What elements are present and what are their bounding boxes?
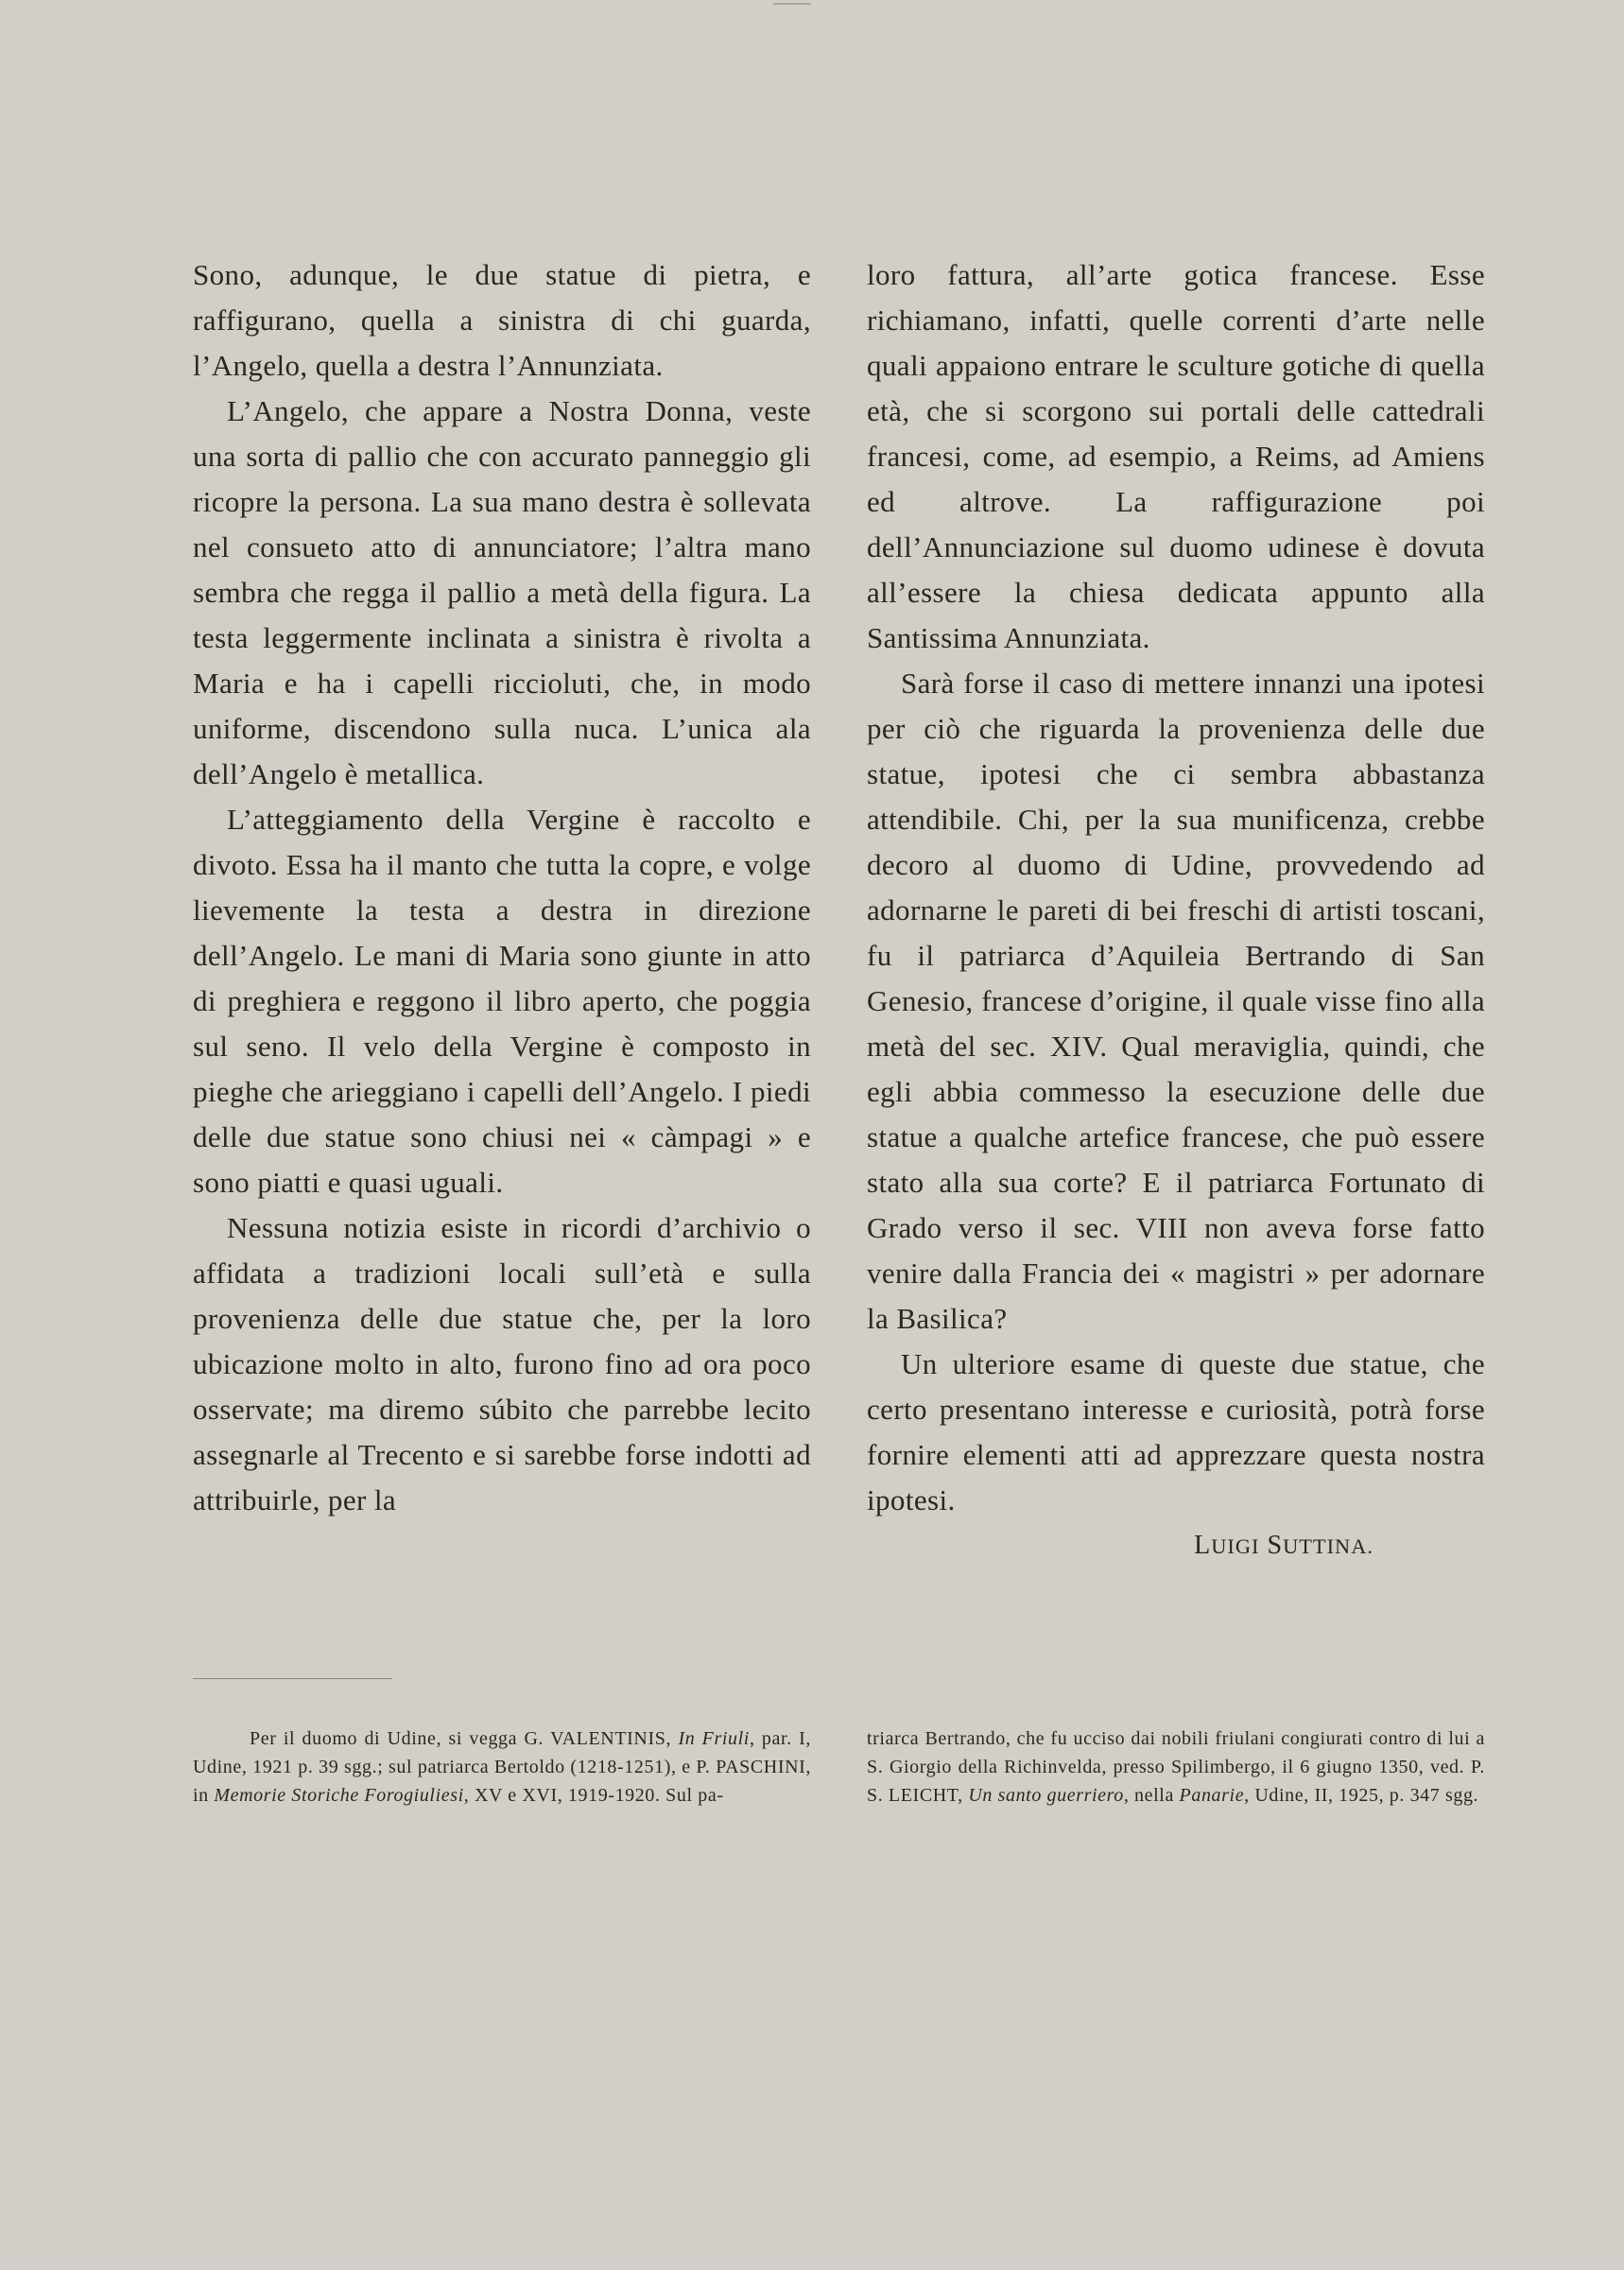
footnote-right-text-3: , Udine, II, 1925, p. 347 sgg. (1244, 1785, 1479, 1806)
paragraph-conclusion: Un ulteriore esame di queste due statue, che certo presentano interesse e curiosità, potrà forse fornire elementi atti ad apprezzare questa nostra ipotesi. (867, 1347, 1485, 1516)
left-text-column (193, 252, 811, 1523)
page-edge-mark (773, 3, 811, 5)
signature-rest-last: UTTINA. (1283, 1534, 1373, 1558)
paragraph-hypothesis: Sarà forse il caso di mettere innanzi una ipotesi per ciò che riguarda la provenienza delle due statue, ipotesi che ci sembra abbastanza attendibile. Chi, per la sua munificenza, crebbe decoro al duomo di Udine, provvedendo ad adornarne le pareti di bei freschi di artisti toscani, fu il patriarca d’Aquileia Bertrando di San Genesio, francese d’origine, il quale visse fino alla metà del sec. XIV. Qual meraviglia, quindi, che egli abbia commesso la esecuzione delle due statue a qualche artefice francese, che può essere stato alla sua corte? E il patriarca Fortunato di Grado verso il sec. VIII non aveva forse fatto venire dalla Francia dei « magistri » per adornare la Basilica? (867, 667, 1485, 1335)
paragraph-dating: Nessuna notizia esiste in ricordi d’archivio o affidata a tradizioni locali sull’età e sulla provenienza delle due statue che, per la loro ubicazione molto in alto, furono fino ad ora poco osservate; ma diremo súbito che parrebbe lecito assegnarle al Trecento e si sarebbe forse indotti ad attribuirle, per la (193, 1211, 811, 1516)
footnote-left-title-1: In Friuli (678, 1728, 750, 1749)
footnote-separator (193, 1678, 392, 1679)
signature-initial-last: S (1267, 1531, 1284, 1560)
footnote-right-title-1: Un santo guerriero (968, 1785, 1124, 1806)
signature-rest-first: UIGI (1211, 1534, 1260, 1558)
footnote-right-title-2: Panarie (1179, 1785, 1245, 1806)
footnote-left (193, 1724, 811, 1810)
footnote-right-text-1: triarca Bertrando, che fu ucciso dai nobili friulani congiurati contro di lui a S. Giorgio della Richinvelda, presso Spilimbergo, il 6 giugno 1350, ved. P. S. LEICHT, (867, 1728, 1485, 1806)
signature-initial-first: L (1194, 1531, 1212, 1560)
paragraph-statues-intro: Sono, adunque, le due statue di pietra, e raffigurano, quella a sinistra di chi guarda, l’Angelo, quella a destra l’Annunziata. (193, 258, 811, 382)
footnote-left-text-2: , par. I, Udine, 1921 p. 39 sgg.; sul patriarca Bertoldo (1218-1251), e P. PASCHINI, in (193, 1728, 812, 1806)
footnote-left-text-1: Per il duomo di Udine, si vegga G. VALENTINIS, (250, 1728, 679, 1749)
footnote-right-text-2: , nella (1123, 1785, 1180, 1806)
paragraph-gothic-style: loro fattura, all’arte gotica francese. Esse richiamano, infatti, quelle correnti d’arte nelle quali appaiono entrare le sculture gotiche di quella età, che si scorgono sui portali delle cattedrali francesi, come, ad esempio, a Reims, ad Amiens ed altrove. La raffigurazione poi dell’Annunciazione sul duomo udinese è dovuta all’essere la chiesa dedicata appunto alla Santissima Annunziata. (867, 258, 1485, 654)
right-text-column (867, 252, 1485, 1569)
footnote-left-text-3: , XV e XVI, 1919-1920. Sul pa- (463, 1785, 724, 1806)
paragraph-virgin-description: L’atteggiamento della Vergine è raccolto e divoto. Essa ha il manto che tutta la copre, e volge lievemente la testa a destra in direzione dell’Angelo. Le mani di Maria sono giunte in atto di preghiera e reggono il libro aperto, che poggia sul seno. Il velo della Vergine è composto in pieghe che arieggiano i capelli dell’Angelo. I piedi delle due statue sono chiusi nei « càmpagi » e sono piatti e quasi uguali. (193, 803, 811, 1199)
author-signature (867, 1523, 1485, 1569)
footnote-left-title-2: Memorie Storiche Forogiuliesi (214, 1785, 464, 1806)
footnote-right (867, 1724, 1485, 1810)
paragraph-angel-description: L’Angelo, che appare a Nostra Donna, veste una sorta di pallio che con accurato panneggio gli ricopre la persona. La sua mano destra è sollevata nel consueto atto di annunciatore; l’altra mano sembra che regga il pallio a metà della figura. La testa leggermente inclinata a sinistra è rivolta a Maria e ha i capelli riccioluti, che, in modo uniforme, discendono sulla nuca. L’unica ala dell’Angelo è metallica. (193, 394, 811, 790)
